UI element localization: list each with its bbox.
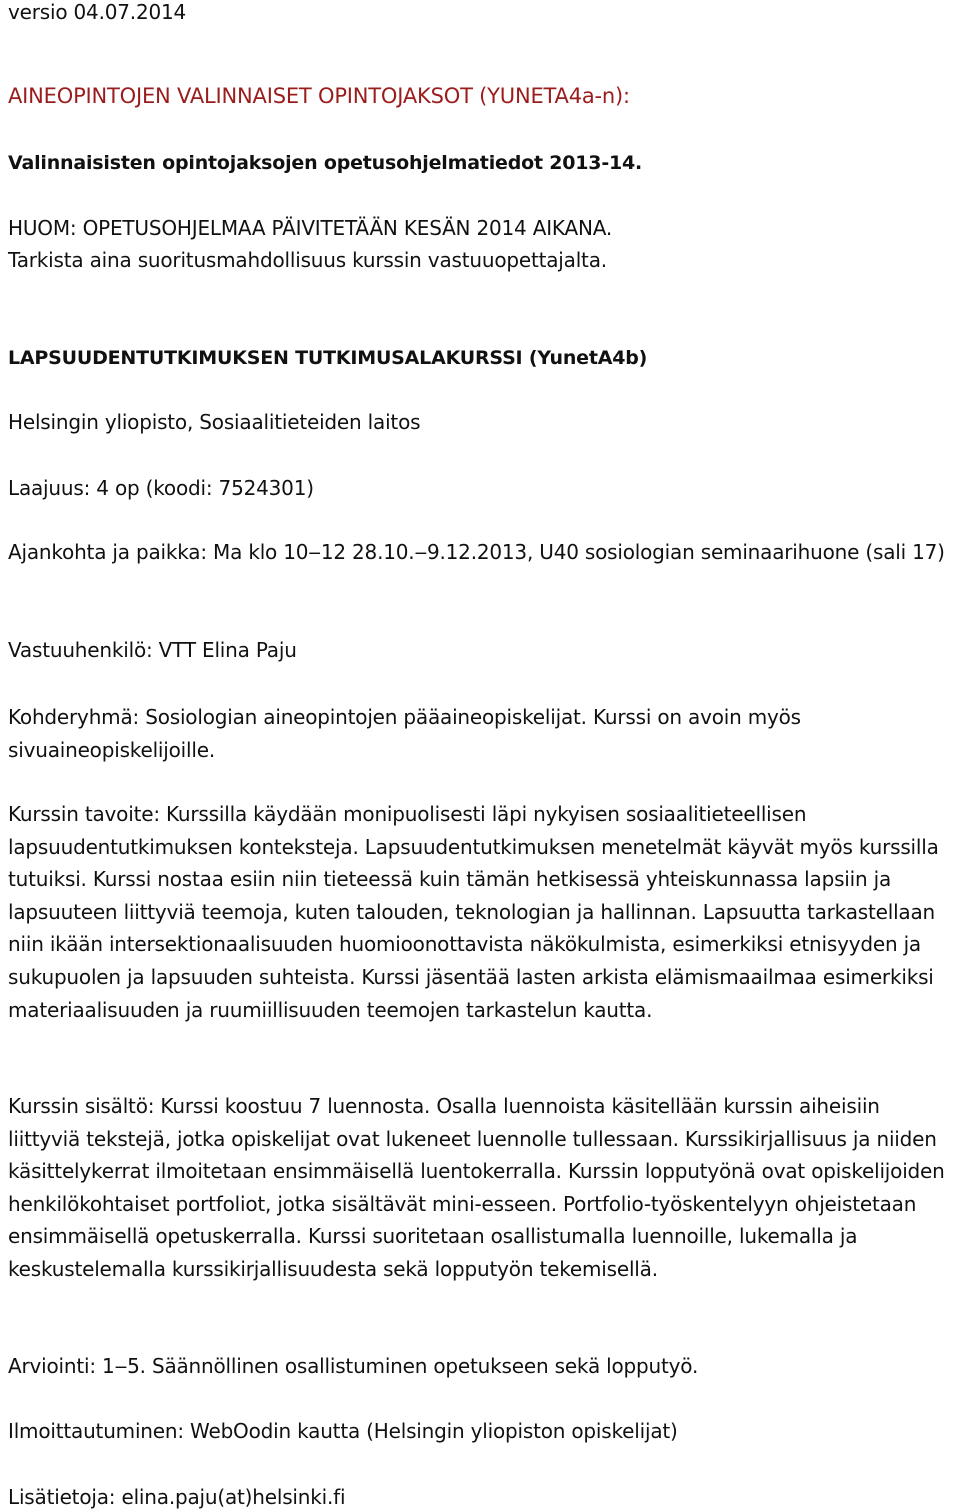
course-content: Kurssin sisältö: Kurssi koostuu 7 luennosta. Osalla luennoista käsitellään kurssin aiheisiin liittyviä tekstejä, jotka opiskelijat ovat lukeneet luennolle tullessaan. Kurssikirjallisuus ja niiden käsittelykerrat ilmoitetaan ensimmäisellä luentokerralla. Kurssin lopputyönä ovat opiskelijoiden henkilökohtaiset portfoliot, jotka sisältävät mini-esseen. Portfolio-työskentelyyn ohjeistetaan ensimmäisellä opetuskerralla. Kurssi suoritetaan osallistumalla luennoille, lukemalla ja keskustelemalla kurssikirjallisuudesta sekä lopputyön tekemisellä.: [8, 1094, 945, 1281]
course-registration: Ilmoittautuminen: WebOodin kautta (Helsingin yliopiston opiskelijat): [8, 1419, 678, 1443]
course-responsible: Vastuuhenkilö: VTT Elina Paju: [8, 638, 297, 662]
course-scope: Laajuus: 4 op (koodi: 7524301): [8, 476, 314, 500]
subtitle: Valinnaisisten opintojaksojen opetusohjelmatiedot 2013-14.: [8, 152, 643, 174]
main-title: AINEOPINTOJEN VALINNAISET OPINTOJAKSOT (YUNETA4a-n):: [8, 84, 630, 108]
version-label: versio 04.07.2014: [8, 0, 187, 24]
course-more-info: Lisätietoja: elina.paju(at)helsinki.fi: [8, 1485, 346, 1509]
notice-line-1: HUOM: OPETUSOHJELMAA PÄIVITETÄÄN KESÄN 2014 AIKANA.: [8, 216, 612, 240]
course-target-group: Kohderyhmä: Sosiologian aineopintojen pääaineopiskelijat. Kurssi on avoin myös sivuaineopiskelijoille.: [8, 705, 801, 762]
notice-line-2: Tarkista aina suoritusmahdollisuus kurssin vastuuopettajalta.: [8, 248, 607, 272]
course-goal: Kurssin tavoite: Kurssilla käydään monipuolisesti läpi nykyisen sosiaalitieteellisen lapsuudentutkimuksen konteksteja. Lapsuudentutkimuksen menetelmät käyvät myös kurssilla tutuiksi. Kurssi nostaa esiin niin tieteessä kuin tämän hetkisessä yhteiskunnassa lapsiin ja lapsuuteen liittyviä teemoja, kuten talouden, teknologian ja hallinnan. Lapsuutta tarkastellaan niin ikään intersektionaalisuuden huomioonottavista näkökulmista, esimerkiksi etnisyyden ja sukupuolen ja lapsuuden suhteista. Kurssi jäsentää lasten arkista elämismaailmaa esimerkiksi materiaalisuuden ja ruumiillisuuden teemojen tarkastelun kautta.: [8, 802, 939, 1022]
course-organizer: Helsingin yliopisto, Sosiaalitieteiden laitos: [8, 410, 421, 434]
course-time-place: Ajankohta ja paikka: Ma klo 10‒12 28.10.‒9.12.2013, U40 sosiologian seminaarihuone (sali 17): [8, 540, 945, 564]
course-title: LAPSUUDENTUTKIMUKSEN TUTKIMUSALAKURSSI (YunetA4b): [8, 347, 648, 369]
course-grading: Arviointi: 1‒5. Säännöllinen osallistuminen opetukseen sekä lopputyö.: [8, 1354, 699, 1378]
